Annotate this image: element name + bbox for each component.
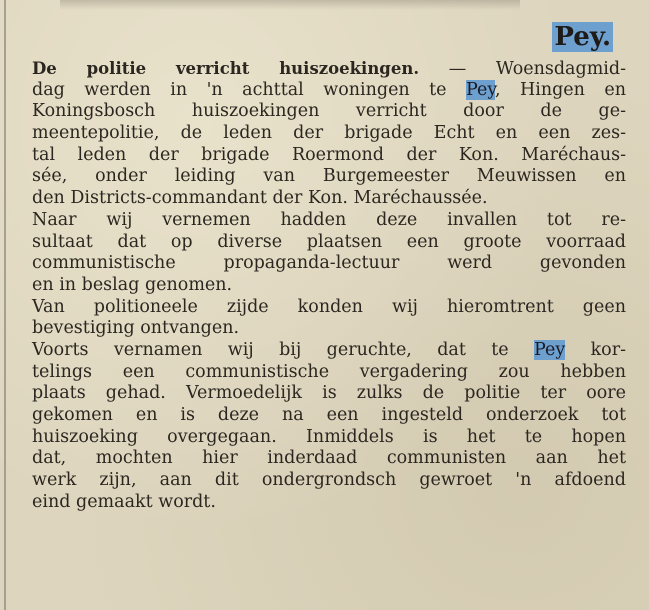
article-text: sée, onder leiding van Burgemeester Meuwissen en: [32, 166, 626, 187]
article-line: [32, 362, 626, 384]
article-text: en in beslag genomen.: [32, 274, 233, 295]
article-text: bevestiging ontvangen.: [32, 318, 240, 339]
article-line: [32, 253, 626, 275]
place-heading-text: Pey.: [554, 22, 611, 52]
article-text: werk zijn, aan dit ondergrondsch gewroet 'n afdoend: [32, 470, 626, 491]
highlighted-term: Pey: [466, 79, 495, 100]
article-text: sultaat dat op diverse plaatsen een groote voorraad: [32, 231, 626, 252]
article-text: dat, mochten hier inderdaad communisten aan het: [32, 448, 626, 469]
article-text: gekomen en is deze na een ingesteld onderzoek tot: [32, 405, 626, 425]
article-line: [32, 210, 626, 232]
article-line: [32, 275, 626, 297]
article-body: [32, 58, 626, 513]
article-line: [32, 188, 626, 210]
article-text: kor-: [565, 339, 626, 360]
article-line: [32, 492, 626, 514]
article-line: [32, 405, 626, 427]
article-text: Van politioneele zijde konden wij hieromtrent geen: [32, 296, 626, 317]
article-text: — Woensdagmid-: [419, 59, 626, 79]
article-line: [32, 318, 626, 340]
article-text: eind gemaakt wordt.: [32, 491, 216, 512]
article-text: Naar wij vernemen hadden deze invallen tot re-: [32, 209, 626, 230]
article-line: [32, 383, 626, 405]
column-rule: [4, 0, 6, 610]
place-heading: [552, 22, 613, 52]
article-text: Koningsbosch huiszoekingen verricht door de ge-: [32, 101, 626, 122]
article-text: tal leden der brigade Roermond der Kon. Maréchaus-: [32, 144, 626, 165]
article-line: [32, 448, 626, 470]
article-line: [32, 340, 626, 362]
article-line: [32, 427, 626, 449]
article-line: [32, 166, 626, 188]
article-text: Voorts vernamen wij bij geruchte, dat te: [32, 339, 534, 360]
article-text: plaats gehad. Vermoedelijk is zulks de politie ter oore: [32, 383, 626, 404]
article-line: [32, 80, 626, 102]
article-line: [32, 123, 626, 145]
article-line: [32, 101, 626, 123]
article-line: [32, 58, 626, 80]
article-line: [32, 297, 626, 319]
article-title: De politie verricht huiszoekingen.: [32, 59, 420, 78]
article-line: [32, 470, 626, 492]
highlighted-term: Pey: [533, 339, 566, 360]
article-text: huiszoeking overgegaan. Inmiddels is het te hopen: [32, 426, 626, 447]
article-text: communistische propaganda-lectuur werd gevonden: [32, 253, 626, 274]
article-text: den Districts-commandant der Kon. Maréchaussée.: [32, 188, 488, 209]
article-text: meentepolitie, de leden der brigade Echt en een zes-: [32, 123, 626, 144]
article-text: dag werden in 'n achttal woningen te: [32, 79, 467, 100]
article-text: telings een communistische vergadering zou hebben: [32, 361, 626, 382]
article-line: [32, 145, 626, 167]
article-text: , Hingen en: [494, 79, 627, 100]
article-line: [32, 232, 626, 254]
top-edge-bleed: [60, 0, 520, 10]
